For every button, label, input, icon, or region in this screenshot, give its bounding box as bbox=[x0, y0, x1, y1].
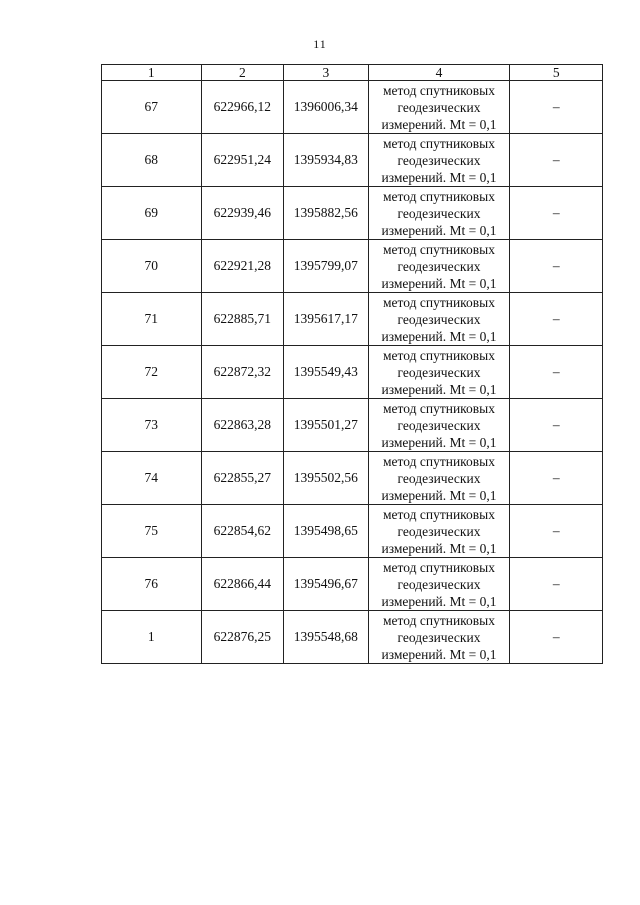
y-coordinate-cell: 1395502,56 bbox=[284, 452, 369, 505]
y-coordinate-cell: 1395548,68 bbox=[284, 611, 369, 664]
column-header-4: 4 bbox=[368, 65, 510, 81]
table-header-row bbox=[102, 65, 603, 81]
method-cell: метод спутниковых геодезических измерений. Mt = 0,1 bbox=[368, 399, 510, 452]
method-cell: метод спутниковых геодезических измерений. Mt = 0,1 bbox=[368, 240, 510, 293]
x-coordinate-cell: 622921,28 bbox=[201, 240, 283, 293]
point-number-cell: 68 bbox=[102, 134, 202, 187]
method-cell: метод спутниковых геодезических измерений. Mt = 0,1 bbox=[368, 346, 510, 399]
note-cell: – bbox=[510, 134, 603, 187]
x-coordinate-cell: 622855,27 bbox=[201, 452, 283, 505]
note-cell: – bbox=[510, 240, 603, 293]
coordinates-table bbox=[101, 64, 603, 664]
page-number: 11 bbox=[313, 37, 327, 51]
note-cell: – bbox=[510, 505, 603, 558]
point-number-cell: 75 bbox=[102, 505, 202, 558]
column-header-2: 2 bbox=[201, 65, 283, 81]
table-row bbox=[102, 558, 603, 611]
table-row bbox=[102, 611, 603, 664]
table-row bbox=[102, 399, 603, 452]
y-coordinate-cell: 1395799,07 bbox=[284, 240, 369, 293]
method-cell: метод спутниковых геодезических измерений. Mt = 0,1 bbox=[368, 134, 510, 187]
table-row bbox=[102, 240, 603, 293]
note-cell: – bbox=[510, 293, 603, 346]
method-cell: метод спутниковых геодезических измерений. Mt = 0,1 bbox=[368, 452, 510, 505]
table-row bbox=[102, 134, 603, 187]
y-coordinate-cell: 1395501,27 bbox=[284, 399, 369, 452]
x-coordinate-cell: 622966,12 bbox=[201, 81, 283, 134]
y-coordinate-cell: 1396006,34 bbox=[284, 81, 369, 134]
table-row bbox=[102, 81, 603, 134]
table-row bbox=[102, 346, 603, 399]
y-coordinate-cell: 1395934,83 bbox=[284, 134, 369, 187]
column-header-5: 5 bbox=[510, 65, 603, 81]
note-cell: – bbox=[510, 81, 603, 134]
y-coordinate-cell: 1395498,65 bbox=[284, 505, 369, 558]
method-cell: метод спутниковых геодезических измерений. Mt = 0,1 bbox=[368, 611, 510, 664]
note-cell: – bbox=[510, 611, 603, 664]
table-row bbox=[102, 505, 603, 558]
point-number-cell: 76 bbox=[102, 558, 202, 611]
y-coordinate-cell: 1395496,67 bbox=[284, 558, 369, 611]
table-row bbox=[102, 187, 603, 240]
x-coordinate-cell: 622866,44 bbox=[201, 558, 283, 611]
point-number-cell: 74 bbox=[102, 452, 202, 505]
point-number-cell: 70 bbox=[102, 240, 202, 293]
x-coordinate-cell: 622951,24 bbox=[201, 134, 283, 187]
note-cell: – bbox=[510, 346, 603, 399]
table-row bbox=[102, 293, 603, 346]
point-number-cell: 71 bbox=[102, 293, 202, 346]
y-coordinate-cell: 1395549,43 bbox=[284, 346, 369, 399]
x-coordinate-cell: 622876,25 bbox=[201, 611, 283, 664]
note-cell: – bbox=[510, 452, 603, 505]
y-coordinate-cell: 1395617,17 bbox=[284, 293, 369, 346]
method-cell: метод спутниковых геодезических измерений. Mt = 0,1 bbox=[368, 505, 510, 558]
x-coordinate-cell: 622863,28 bbox=[201, 399, 283, 452]
table-row bbox=[102, 452, 603, 505]
point-number-cell: 1 bbox=[102, 611, 202, 664]
x-coordinate-cell: 622939,46 bbox=[201, 187, 283, 240]
column-header-3: 3 bbox=[284, 65, 369, 81]
x-coordinate-cell: 622885,71 bbox=[201, 293, 283, 346]
note-cell: – bbox=[510, 187, 603, 240]
point-number-cell: 73 bbox=[102, 399, 202, 452]
x-coordinate-cell: 622872,32 bbox=[201, 346, 283, 399]
method-cell: метод спутниковых геодезических измерений. Mt = 0,1 bbox=[368, 293, 510, 346]
y-coordinate-cell: 1395882,56 bbox=[284, 187, 369, 240]
point-number-cell: 69 bbox=[102, 187, 202, 240]
column-header-1: 1 bbox=[102, 65, 202, 81]
method-cell: метод спутниковых геодезических измерений. Mt = 0,1 bbox=[368, 558, 510, 611]
note-cell: – bbox=[510, 558, 603, 611]
method-cell: метод спутниковых геодезических измерений. Mt = 0,1 bbox=[368, 187, 510, 240]
note-cell: – bbox=[510, 399, 603, 452]
point-number-cell: 67 bbox=[102, 81, 202, 134]
method-cell: метод спутниковых геодезических измерений. Mt = 0,1 bbox=[368, 81, 510, 134]
point-number-cell: 72 bbox=[102, 346, 202, 399]
x-coordinate-cell: 622854,62 bbox=[201, 505, 283, 558]
